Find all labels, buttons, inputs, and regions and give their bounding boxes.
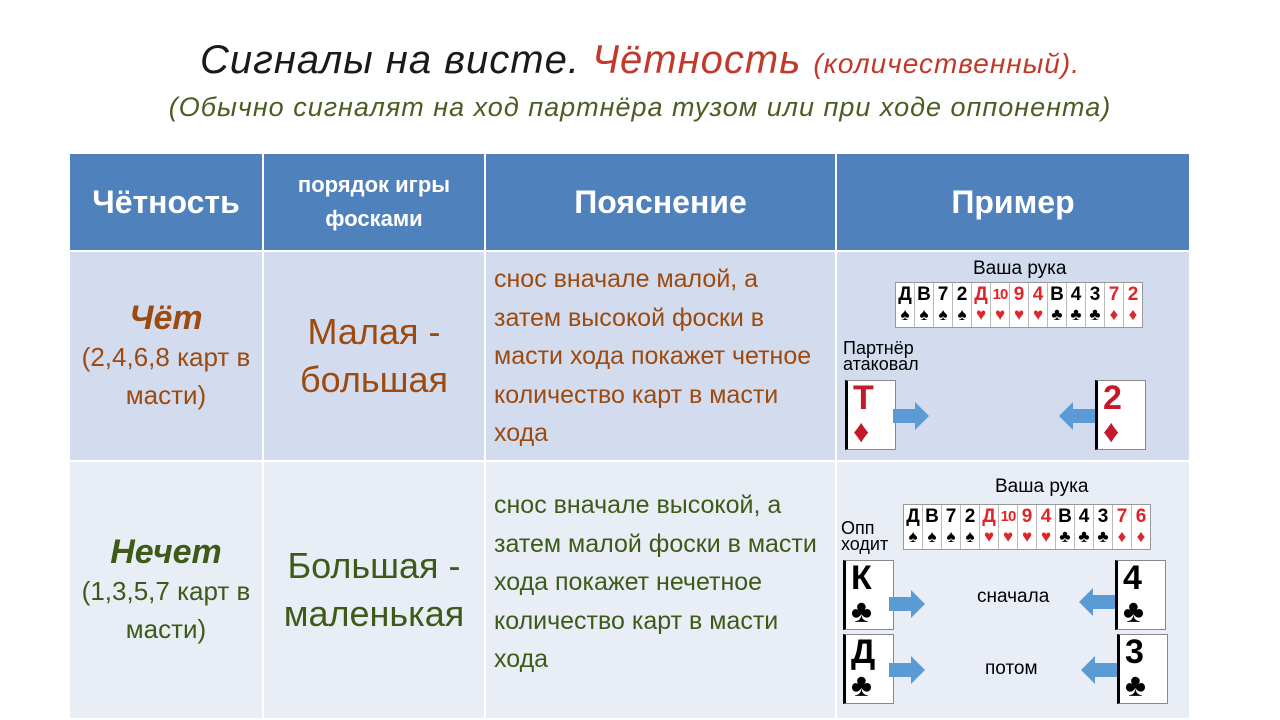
- odd-example: [837, 474, 1189, 706]
- hand-card-suit: ♣: [1051, 305, 1063, 324]
- hand-card-suit: ♦: [1128, 305, 1138, 324]
- hand-card-rank: 7: [937, 284, 949, 305]
- hand-card-rank: В: [1058, 506, 1072, 527]
- hand-card-suit: ♥: [1032, 305, 1044, 324]
- table-row-odd: [69, 461, 1190, 719]
- even-cell: [69, 251, 263, 461]
- even-sublabel: (2,4,6,8 карт в масти): [81, 341, 251, 410]
- opp-first-suit: ♣: [851, 593, 872, 629]
- opp-card-then: [843, 634, 894, 704]
- hand-card: [953, 283, 972, 327]
- odd-label: Нечет: [110, 532, 222, 571]
- hand-card: [1113, 505, 1132, 549]
- played-card-right: [1095, 380, 1146, 450]
- hand-card: [1086, 283, 1105, 327]
- right-arrow-icon: [889, 590, 925, 618]
- hand-card: [1010, 283, 1029, 327]
- odd-example-cell: [836, 461, 1190, 719]
- hand-card: [991, 283, 1010, 327]
- odd-sublabel: (1,3,5,7 карт в масти): [81, 575, 251, 644]
- even-hand-label: Ваша рука: [973, 258, 1067, 279]
- hand-card-rank: 9: [1021, 506, 1033, 527]
- hand-card-suit: ♠: [938, 305, 948, 324]
- signals-table: [68, 152, 1191, 720]
- hand-card-rank: 2: [1127, 284, 1139, 305]
- hand-card-rank: Д: [974, 284, 988, 305]
- hand-card-rank: 7: [945, 506, 957, 527]
- hand-card-suit: ♥: [1040, 527, 1052, 546]
- hand-card: [1067, 283, 1086, 327]
- hand-card-suit: ♥: [983, 527, 995, 546]
- played-left-suit: ♦: [853, 413, 870, 449]
- hand-card-rank: В: [1050, 284, 1064, 305]
- header-example: Пример: [836, 153, 1190, 251]
- played-right-rank: 2: [1103, 379, 1122, 417]
- odd-order: Большая - маленькая: [263, 461, 485, 719]
- hand-card: [1029, 283, 1048, 327]
- hand-card: [1105, 283, 1124, 327]
- even-example: [837, 256, 1189, 456]
- hand-card-rank: Д: [906, 506, 920, 527]
- hand-card-suit: ♦: [1109, 305, 1119, 324]
- hand-card-rank: 7: [1116, 506, 1128, 527]
- hand-card-rank: 2: [964, 506, 976, 527]
- hand-card-rank: Д: [898, 284, 912, 305]
- opp-then-suit: ♣: [851, 667, 872, 703]
- left-arrow-icon: [1081, 656, 1117, 684]
- left-arrow-icon: [1059, 402, 1095, 430]
- table-row-even: [69, 251, 1190, 461]
- title-note: (количественный).: [813, 48, 1080, 79]
- even-explanation: снос вначале малой, а затем высокой фоски в масти хода покажет четное количество карт в масти хода: [485, 251, 836, 461]
- hand-card: [1018, 505, 1037, 549]
- header-parity: Чётность: [69, 153, 263, 251]
- hand-card: [942, 505, 961, 549]
- opp-first-rank: К: [851, 559, 872, 597]
- hand-card-rank: В: [925, 506, 939, 527]
- hand-card: [915, 283, 934, 327]
- hand-card: [904, 505, 923, 549]
- hand-card-rank: 10: [1000, 508, 1016, 525]
- odd-explanation: снос вначале высокой, а затем малой фоски в масти хода покажет нечетное количество карт в масти хода: [485, 461, 836, 719]
- hand-card: [961, 505, 980, 549]
- hand-card-suit: ♣: [1078, 527, 1090, 546]
- hand-card-suit: ♣: [1097, 527, 1109, 546]
- even-order: Малая - большая: [263, 251, 485, 461]
- odd-cell: [69, 461, 263, 719]
- hand-card-rank: 6: [1135, 506, 1147, 527]
- hand-card-suit: ♥: [1002, 527, 1014, 546]
- right-arrow-icon: [893, 402, 929, 430]
- hand-card: [1094, 505, 1113, 549]
- hand-card-suit: ♠: [946, 527, 956, 546]
- hand-card: [1048, 283, 1067, 327]
- played-right-suit: ♦: [1103, 413, 1120, 449]
- hand-card: [1075, 505, 1094, 549]
- played-left-rank: Т: [853, 379, 874, 417]
- partner-attacked-label: Партнёр атаковал: [843, 338, 919, 374]
- hand-card: [1037, 505, 1056, 549]
- hand-card-suit: ♥: [994, 305, 1006, 324]
- hand-card-rank: 3: [1097, 506, 1109, 527]
- hand-card-rank: 3: [1089, 284, 1101, 305]
- even-hand: [895, 282, 1143, 328]
- hand-card-suit: ♠: [919, 305, 929, 324]
- my-card-first: [1115, 560, 1166, 630]
- opp-then-rank: Д: [851, 633, 876, 671]
- hand-card-suit: ♠: [900, 305, 910, 324]
- hand-card: [980, 505, 999, 549]
- even-example-cell: [836, 251, 1190, 461]
- hand-card-suit: ♠: [957, 305, 967, 324]
- page-subtitle: (Обычно сигналят на ход партнёра тузом или при ходе оппонента): [168, 92, 1112, 122]
- title-main: Сигналы на висте.: [200, 38, 580, 82]
- hand-card-rank: Д: [982, 506, 996, 527]
- hand-card-rank: 2: [956, 284, 968, 305]
- header-explanation: Пояснение: [485, 153, 836, 251]
- my-then-rank: 3: [1125, 633, 1144, 671]
- hand-card-rank: 4: [1040, 506, 1052, 527]
- table-header-row: [69, 153, 1190, 251]
- hand-card-rank: 4: [1070, 284, 1082, 305]
- odd-hand: [903, 504, 1151, 550]
- hand-card: [934, 283, 953, 327]
- hand-card: [1132, 505, 1150, 549]
- then-label: потом: [985, 658, 1038, 679]
- hand-card-suit: ♥: [1021, 527, 1033, 546]
- hand-card-suit: ♠: [965, 527, 975, 546]
- my-card-then: [1117, 634, 1168, 704]
- hand-card-suit: ♣: [1059, 527, 1071, 546]
- first-label: сначала: [977, 586, 1050, 607]
- hand-card: [972, 283, 991, 327]
- hand-card-rank: 4: [1078, 506, 1090, 527]
- hand-card: [999, 505, 1018, 549]
- my-first-suit: ♣: [1123, 593, 1144, 629]
- hand-card-suit: ♦: [1117, 527, 1127, 546]
- my-then-suit: ♣: [1125, 667, 1146, 703]
- hand-card-suit: ♠: [908, 527, 918, 546]
- opp-card-first: [843, 560, 894, 630]
- hand-card-suit: ♣: [1089, 305, 1101, 324]
- hand-card: [896, 283, 915, 327]
- even-label: Чёт: [129, 298, 203, 337]
- title-highlight: Чётность: [592, 38, 802, 82]
- odd-hand-label: Ваша рука: [995, 476, 1089, 497]
- left-arrow-icon: [1079, 588, 1115, 616]
- hand-card-rank: 4: [1032, 284, 1044, 305]
- played-card-left: [845, 380, 896, 450]
- hand-card-rank: В: [917, 284, 931, 305]
- hand-card-suit: ♥: [1013, 305, 1025, 324]
- hand-card: [1056, 505, 1075, 549]
- hand-card-suit: ♥: [975, 305, 987, 324]
- opp-leads-label: Опп ходит: [841, 518, 889, 554]
- hand-card-suit: ♣: [1070, 305, 1082, 324]
- hand-card-suit: ♦: [1136, 527, 1146, 546]
- hand-card-rank: 7: [1108, 284, 1120, 305]
- hand-card-suit: ♠: [927, 527, 937, 546]
- right-arrow-icon: [889, 656, 925, 684]
- hand-card-rank: 9: [1013, 284, 1025, 305]
- page-title: [0, 38, 1280, 83]
- hand-card: [923, 505, 942, 549]
- header-order: порядок игры фосками: [263, 153, 485, 251]
- my-first-rank: 4: [1123, 559, 1142, 597]
- hand-card: [1124, 283, 1142, 327]
- hand-card-rank: 10: [992, 286, 1008, 303]
